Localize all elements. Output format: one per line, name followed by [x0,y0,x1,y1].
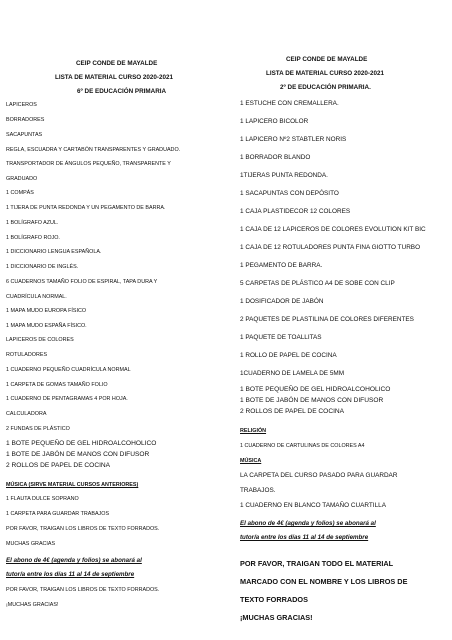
list-item: CUADRÍCULA NORMAL. [6,294,67,300]
list-item: BORRADORES [6,117,45,123]
left-footer: POR FAVOR, TRAIGAN LOS LIBROS DE TEXTO FORRADOS. [6,587,160,593]
list-item: GRADUADO [6,176,38,182]
hygiene-item: 1 BOTE DE JABÓN DE MANOS CON DIFUSOR [240,397,384,404]
list-item: 1 LAPICERO BICOLOR [240,118,309,125]
right-fee-note: tutor/a entre los días 11 al 14 de septiembre [240,534,369,541]
list-item: 1 CARPETA DE GOMAS TAMAÑO FOLIO [6,382,108,388]
list-item: 1 CAJA DE 12 LAPICEROS DE COLORES EVOLUTION KIT BIC [240,226,426,233]
list-item: 1 CAJA PLASTIDECOR 12 COLORES [240,208,351,215]
list-item: 1 CUADERNO PEQUEÑO CUADRÍCULA NORMAL [6,367,131,373]
hygiene-item: 1 BOTE DE JABÓN DE MANOS CON DIFUSOR [6,451,150,458]
right-school-name: CEIP CONDE DE MAYALDE [286,56,368,63]
list-item: 1 BOLÍGRAFO ROJO. [6,235,60,241]
right-list-title: LISTA DE MATERIAL CURSO 2020-2021 [266,70,385,77]
list-item: 1 CAJA DE 12 ROTULADORES PUNTA FINA GIOTTO TURBO [240,244,421,251]
list-item: 6 CUADERNOS TAMAÑO FOLIO DE ESPIRAL, TAPA DURA Y [6,279,158,285]
list-item: 1 ROLLO DE PAPEL DE COCINA [240,352,337,359]
list-item: 1TIJERAS PUNTA REDONDA. [240,172,328,179]
right-grade: 2º DE EDUCACIÓN PRIMARIA. [280,84,371,91]
music-item: MUCHAS GRACIAS [6,541,56,547]
left-fee-note: El abono de 4€ (agenda y folios) se abonará al [6,557,142,564]
list-item: 1 BORRADOR BLANDO [240,154,311,161]
list-item: REGLA, ESCUADRA Y CARTABÓN TRANSPARENTES Y GRADUADO. [6,147,181,153]
list-item: 1 SACAPUNTAS CON DEPÓSITO [240,190,339,197]
music-item: 1 CUADERNO EN BLANCO TAMAÑO CUARTILLA [240,502,386,509]
list-item: 1 PEGAMENTO DE BARRA. [240,262,323,269]
left-school-name: CEIP CONDE DE MAYALDE [76,60,158,67]
list-item: ROTULADORES [6,352,48,358]
list-item: 5 CARPETAS DE PLÁSTICO A4 DE SOBE CON CLIP [240,280,395,287]
hygiene-item: 2 ROLLOS DE PAPEL DE COCINA [240,408,345,415]
list-item: 1 BOLÍGRAFO AZUL. [6,220,59,226]
list-item: CALCULADORA [6,411,47,417]
hygiene-item: 1 BOTE PEQUEÑO DE GEL HIDROALCOHOLICO [6,440,157,447]
list-item: 2 FUNDAS DE PLÁSTICO [6,426,70,432]
list-item: 1 COMPÁS [6,190,34,196]
music-item: POR FAVOR, TRAIGAN LOS LIBROS DE TEXTO FORRADOS. [6,526,160,532]
list-item: 1 DICCIONARIO LENGUA ESPAÑOLA. [6,249,102,255]
music-item: 1 CARPETA PARA GUARDAR TRABAJOS [6,511,110,517]
religion-item: 1 CUADERNO DE CARTULINAS DE COLORES A4 [240,443,365,449]
list-item: 2 PAQUETES DE PLASTILINA DE COLORES DIFERENTES [240,316,414,323]
list-item: 1 ESTUCHE CON CREMALLERA. [240,100,339,107]
list-item: 1CUADERNO DE LAMELA DE 5MM [240,370,345,377]
left-music-title: MÚSICA (SIRVE MATERIAL CURSOS ANTERIORES) [6,482,139,488]
list-item: SACAPUNTAS [6,132,43,138]
list-item: 1 DOSIFICADOR DE JABÓN [240,298,324,305]
left-footer-thanks: ¡MUCHAS GRACIAS! [6,602,59,608]
right-religion-title: RELIGIÓN [240,428,267,434]
closing-line: MARCADO CON EL NOMBRE Y LOS LIBROS DE [240,577,408,586]
music-item: TRABAJOS. [240,487,276,494]
list-item: 1 PAQUETE DE TOALLITAS [240,334,322,341]
right-fee-note: El abono de 4€ (agenda y folios) se abonará al [240,520,376,527]
closing-thanks: ¡MUCHAS GRACIAS! [240,613,313,622]
hygiene-item: 2 ROLLOS DE PAPEL DE COCINA [6,462,111,469]
left-list-title: LISTA DE MATERIAL CURSO 2020-2021 [55,74,174,81]
list-item: LAPICEROS [6,102,37,108]
list-item: 1 CUADERNO DE PENTAGRAMAS 4 POR HOJA. [6,396,128,402]
closing-line: POR FAVOR, TRAIGAN TODO EL MATERIAL [240,559,394,568]
right-music-title: MÚSICA [240,458,262,464]
left-grade: 6º DE EDUCACIÓN PRIMARIA [77,88,167,95]
left-fee-note: tutor/a entre los días 11 al 14 de septiembre [6,571,135,578]
list-item: LAPICEROS DE COLORES [6,337,74,343]
list-item: 1 MAPA MUDO ESPAÑA FÍSICO. [6,323,87,329]
closing-line: TEXTO FORRADOS [240,595,308,604]
list-item: 1 DICCIONARIO DE INGLÉS. [6,264,79,270]
list-item: 1 TIJERA DE PUNTA REDONDA Y UN PEGAMENTO DE BARRA. [6,205,166,211]
music-item: 1 FLAUTA DULCE SOPRANO [6,496,79,502]
music-item: LA CARPETA DEL CURSO PASADO PARA GUARDAR [240,472,398,479]
hygiene-item: 1 BOTE PEQUEÑO DE GEL HIDROALCOHOLICO [240,386,391,393]
list-item: 1 LAPICERO Nº2 STABTLER NORIS [240,136,347,143]
list-item: 1 MAPA MUDO EUROPA FÍSICO [6,308,87,314]
list-item: TRANSPORTADOR DE ÁNGULOS PEQUEÑO, TRANSPARENTE Y [6,161,171,167]
